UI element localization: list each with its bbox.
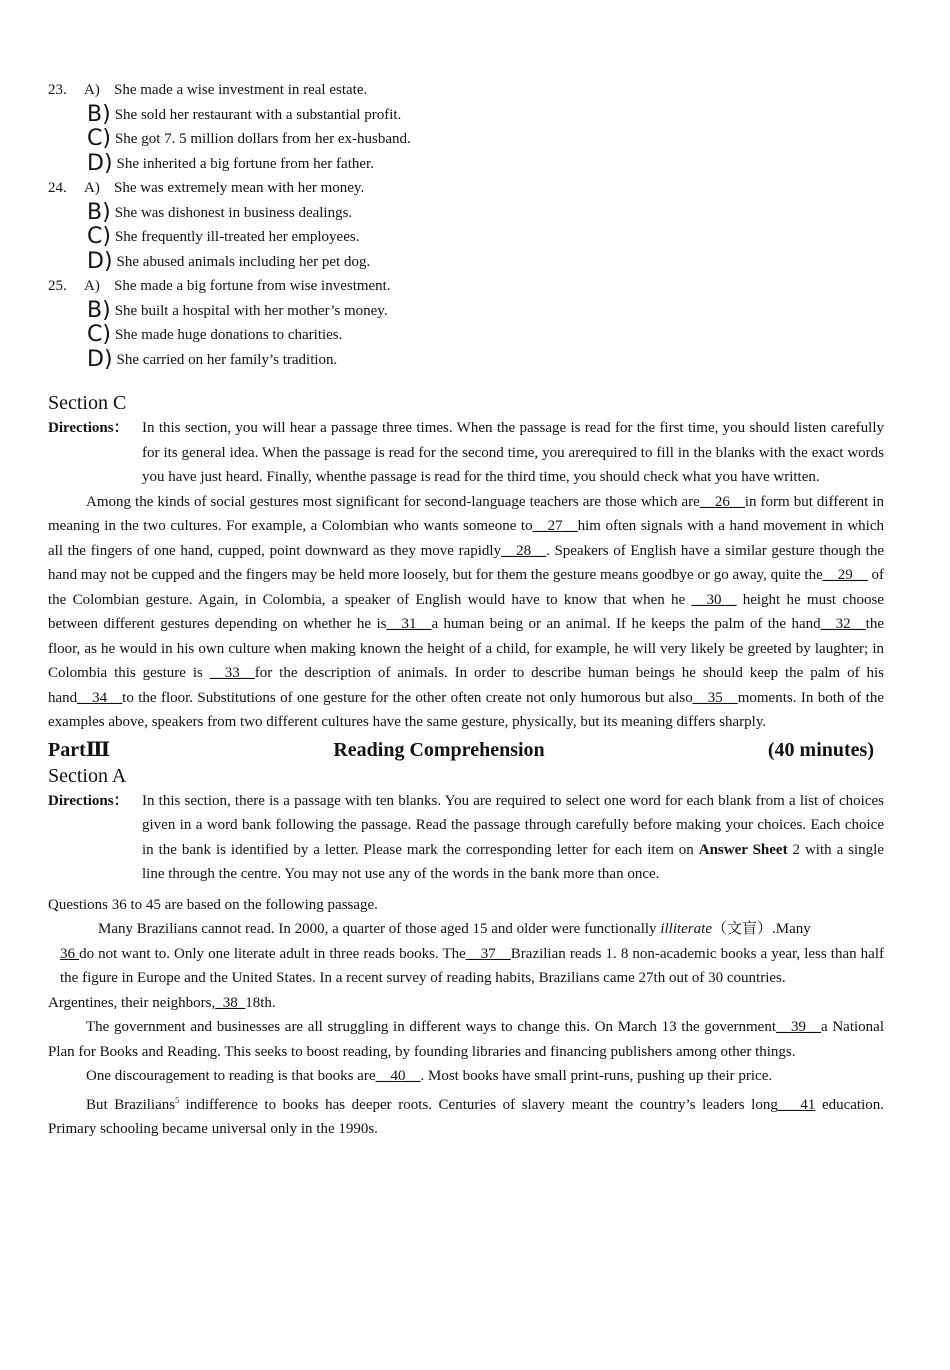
option-b: She sold her restaurant with a substantial profit.	[114, 106, 402, 123]
option-b: She was dishonest in business dealings.	[114, 204, 353, 221]
passage-text: the floor, as he would in his own culture when making known the height of a child, for example, he will very likely be greeted by laughter; in Colombia this gesture is	[48, 616, 884, 681]
passage-text: height he must choose between different gestures depending on whether he is	[48, 591, 885, 632]
questions-intro: Questions 36 to 45 are based on the following passage.	[48, 896, 378, 913]
directions-label: Directions：	[48, 420, 129, 436]
section-c-directions	[48, 416, 884, 490]
passage-text: him often signals with a hand movement in which all the fingers of one hand, cupped, point downward as they move rapidly	[48, 518, 884, 559]
superscript: 5	[175, 1095, 180, 1105]
option-c: She made huge donations to charities.	[114, 327, 343, 343]
reading-paragraph-4	[48, 1064, 884, 1089]
question-number: 23.	[48, 82, 67, 98]
option-letter: D)	[87, 150, 113, 176]
option-letter: C)	[87, 126, 111, 152]
option-letter: C)	[87, 224, 111, 250]
option-a: She made a wise investment in real estate.	[114, 82, 368, 98]
blank-37: __37__	[465, 945, 511, 962]
passage-text: do not want to. Only one literate adult in three reads books. The	[79, 945, 466, 962]
section-c-title: Section C	[48, 392, 127, 414]
option-d: She inherited a big fortune from her father.	[116, 155, 374, 172]
question-23	[48, 78, 884, 176]
blank-30: __30__	[691, 591, 737, 608]
option-letter: A)	[84, 278, 100, 294]
option-letter: B)	[87, 199, 111, 225]
reading-paragraph-2	[48, 991, 884, 1016]
passage-text: The government and businesses are all struggling in different ways to change this. On March 13 the government	[86, 1019, 776, 1035]
directions-text-part: 2 with a single line through the centre. You may not use any of the words in the bank more than once.	[142, 841, 884, 882]
passage-text: One discouragement to reading is that books are	[86, 1068, 376, 1084]
blank-32: __32__	[820, 616, 866, 632]
passage-text: moments. In both of the examples above, speakers from two different cultures have the same gesture, physically, but its meaning differs sharply.	[48, 689, 885, 730]
document-page	[48, 78, 884, 1142]
option-a: She was extremely mean with her money.	[114, 180, 365, 196]
answer-sheet-label: Answer Sheet	[698, 841, 788, 858]
reading-paragraph-3	[48, 1015, 884, 1064]
blank-29: __29__	[822, 567, 868, 583]
blank-27: __27__	[532, 518, 578, 534]
passage-text: in form but different in meaning in the two cultures. For example, a Colombian who wants someone to	[48, 493, 884, 534]
option-letter: A)	[84, 180, 100, 196]
directions-label: Directions：	[48, 792, 129, 809]
passage-text: Brazilian reads 1. 8 non-academic books a year, less than half the figure in Europe and the United States. In a recent survey of reading habits, Brazilians came 27th out of 30 countries.	[60, 945, 884, 986]
option-c: She frequently ill-treated her employees.	[114, 229, 360, 245]
question-25	[48, 274, 884, 372]
blank-31: __31__	[386, 616, 432, 632]
option-letter: C)	[87, 322, 111, 348]
passage-text: Many Brazilians cannot read. In 2000, a quarter of those aged 15 and older were functionally	[98, 921, 661, 937]
italic-word: illiterate	[660, 921, 712, 937]
blank-33: __33__	[209, 665, 255, 681]
option-letter: B)	[87, 297, 111, 323]
passage-text: a National Plan for Books and Reading. This seeks to boost reading, by founding libraries and financing publishers among other things.	[48, 1019, 884, 1060]
blank-38: _38_	[215, 994, 246, 1011]
question-number: 24.	[48, 180, 67, 196]
reading-paragraph-5	[48, 1089, 884, 1142]
listening-passage	[48, 490, 884, 735]
passage-text: a human being or an animal. If he keeps the palm of the hand	[431, 616, 821, 632]
reading-paragraph-1b	[48, 942, 884, 991]
passage-text: Argentines, their neighbors,	[48, 994, 216, 1011]
passage-text: （文盲）.Many	[711, 921, 811, 937]
section-a-title: Section A	[48, 764, 127, 787]
option-letter: A)	[84, 82, 100, 98]
passage-text: But Brazilians	[86, 1096, 176, 1113]
option-d: She abused animals including her pet dog.	[116, 253, 371, 270]
blank-39: __39__	[775, 1019, 821, 1035]
directions-text	[142, 789, 884, 887]
blank-36: 36	[60, 945, 80, 962]
passage-text: for the description of animals. In order to describe human beings he should keep the palm of his hand	[48, 665, 884, 706]
option-a: She made a big fortune from wise investment.	[114, 278, 391, 294]
passage-text: . Speakers of English have a similar gesture though the hand may not be cupped and the fingers may be held more loosely, but for them the gesture means goodbye or go away, quite the	[48, 542, 884, 583]
directions-text-part: In this section, there is a passage with ten blanks. You are required to select one word for each blank from a list of choices given in a word bank following the passage. Read the passage through carefully before making your choices. Each choice in the bank is identified by a letter. Please mark the corresponding letter for each item on	[142, 792, 884, 858]
directions-text: In this section, you will hear a passage three times. When the passage is read for the first time, you should listen carefully for its general idea. When the passage is read for the second time, you arerequired to fill in the blanks with the exact words you have just heard. Finally, whenthe passage is read for the third time, you should check what you have written.	[142, 420, 884, 485]
passage-text: . Most books have small print-runs, pushing up their price.	[420, 1068, 773, 1084]
passage-text: indifference to books has deeper roots. Centuries of slavery meant the country’s leaders long	[179, 1096, 778, 1113]
blank-28: __28__	[501, 542, 547, 559]
passage-text: education. Primary schooling became universal only in the 1990s.	[48, 1096, 884, 1137]
blank-41: ___41	[777, 1096, 816, 1113]
question-number: 25.	[48, 278, 67, 294]
option-b: She built a hospital with her mother’s money.	[114, 302, 388, 319]
blank-40: __40__	[375, 1068, 421, 1084]
blank-35: __35__	[692, 689, 738, 706]
option-c: She got 7. 5 million dollars from her ex-husband.	[114, 131, 411, 147]
part-time: (40 minutes)	[767, 738, 874, 761]
option-d: She carried on her family’s tradition.	[116, 351, 338, 368]
part-title: Reading Comprehension	[333, 738, 545, 761]
option-letter: B)	[87, 101, 111, 127]
section-a-directions	[48, 789, 884, 887]
passage-text: 18th.	[245, 994, 276, 1011]
reading-paragraph-1	[48, 917, 884, 942]
blank-26: __26__	[699, 493, 745, 510]
passage-text: Among the kinds of social gestures most significant for second-language teachers are those which are	[86, 493, 700, 510]
option-letter: D)	[87, 248, 113, 274]
passage-text: to the floor. Substitutions of one gesture for the other often create not only humorous but also	[122, 689, 693, 706]
part-3-header	[48, 737, 884, 763]
blank-34: __34__	[77, 689, 123, 706]
part-label: PartⅢ	[48, 738, 111, 761]
question-24	[48, 176, 884, 274]
option-letter: D)	[87, 346, 113, 372]
passage-text: of the Colombian gesture. Again, in Colombia, a speaker of English would have to know that when he	[48, 567, 885, 608]
